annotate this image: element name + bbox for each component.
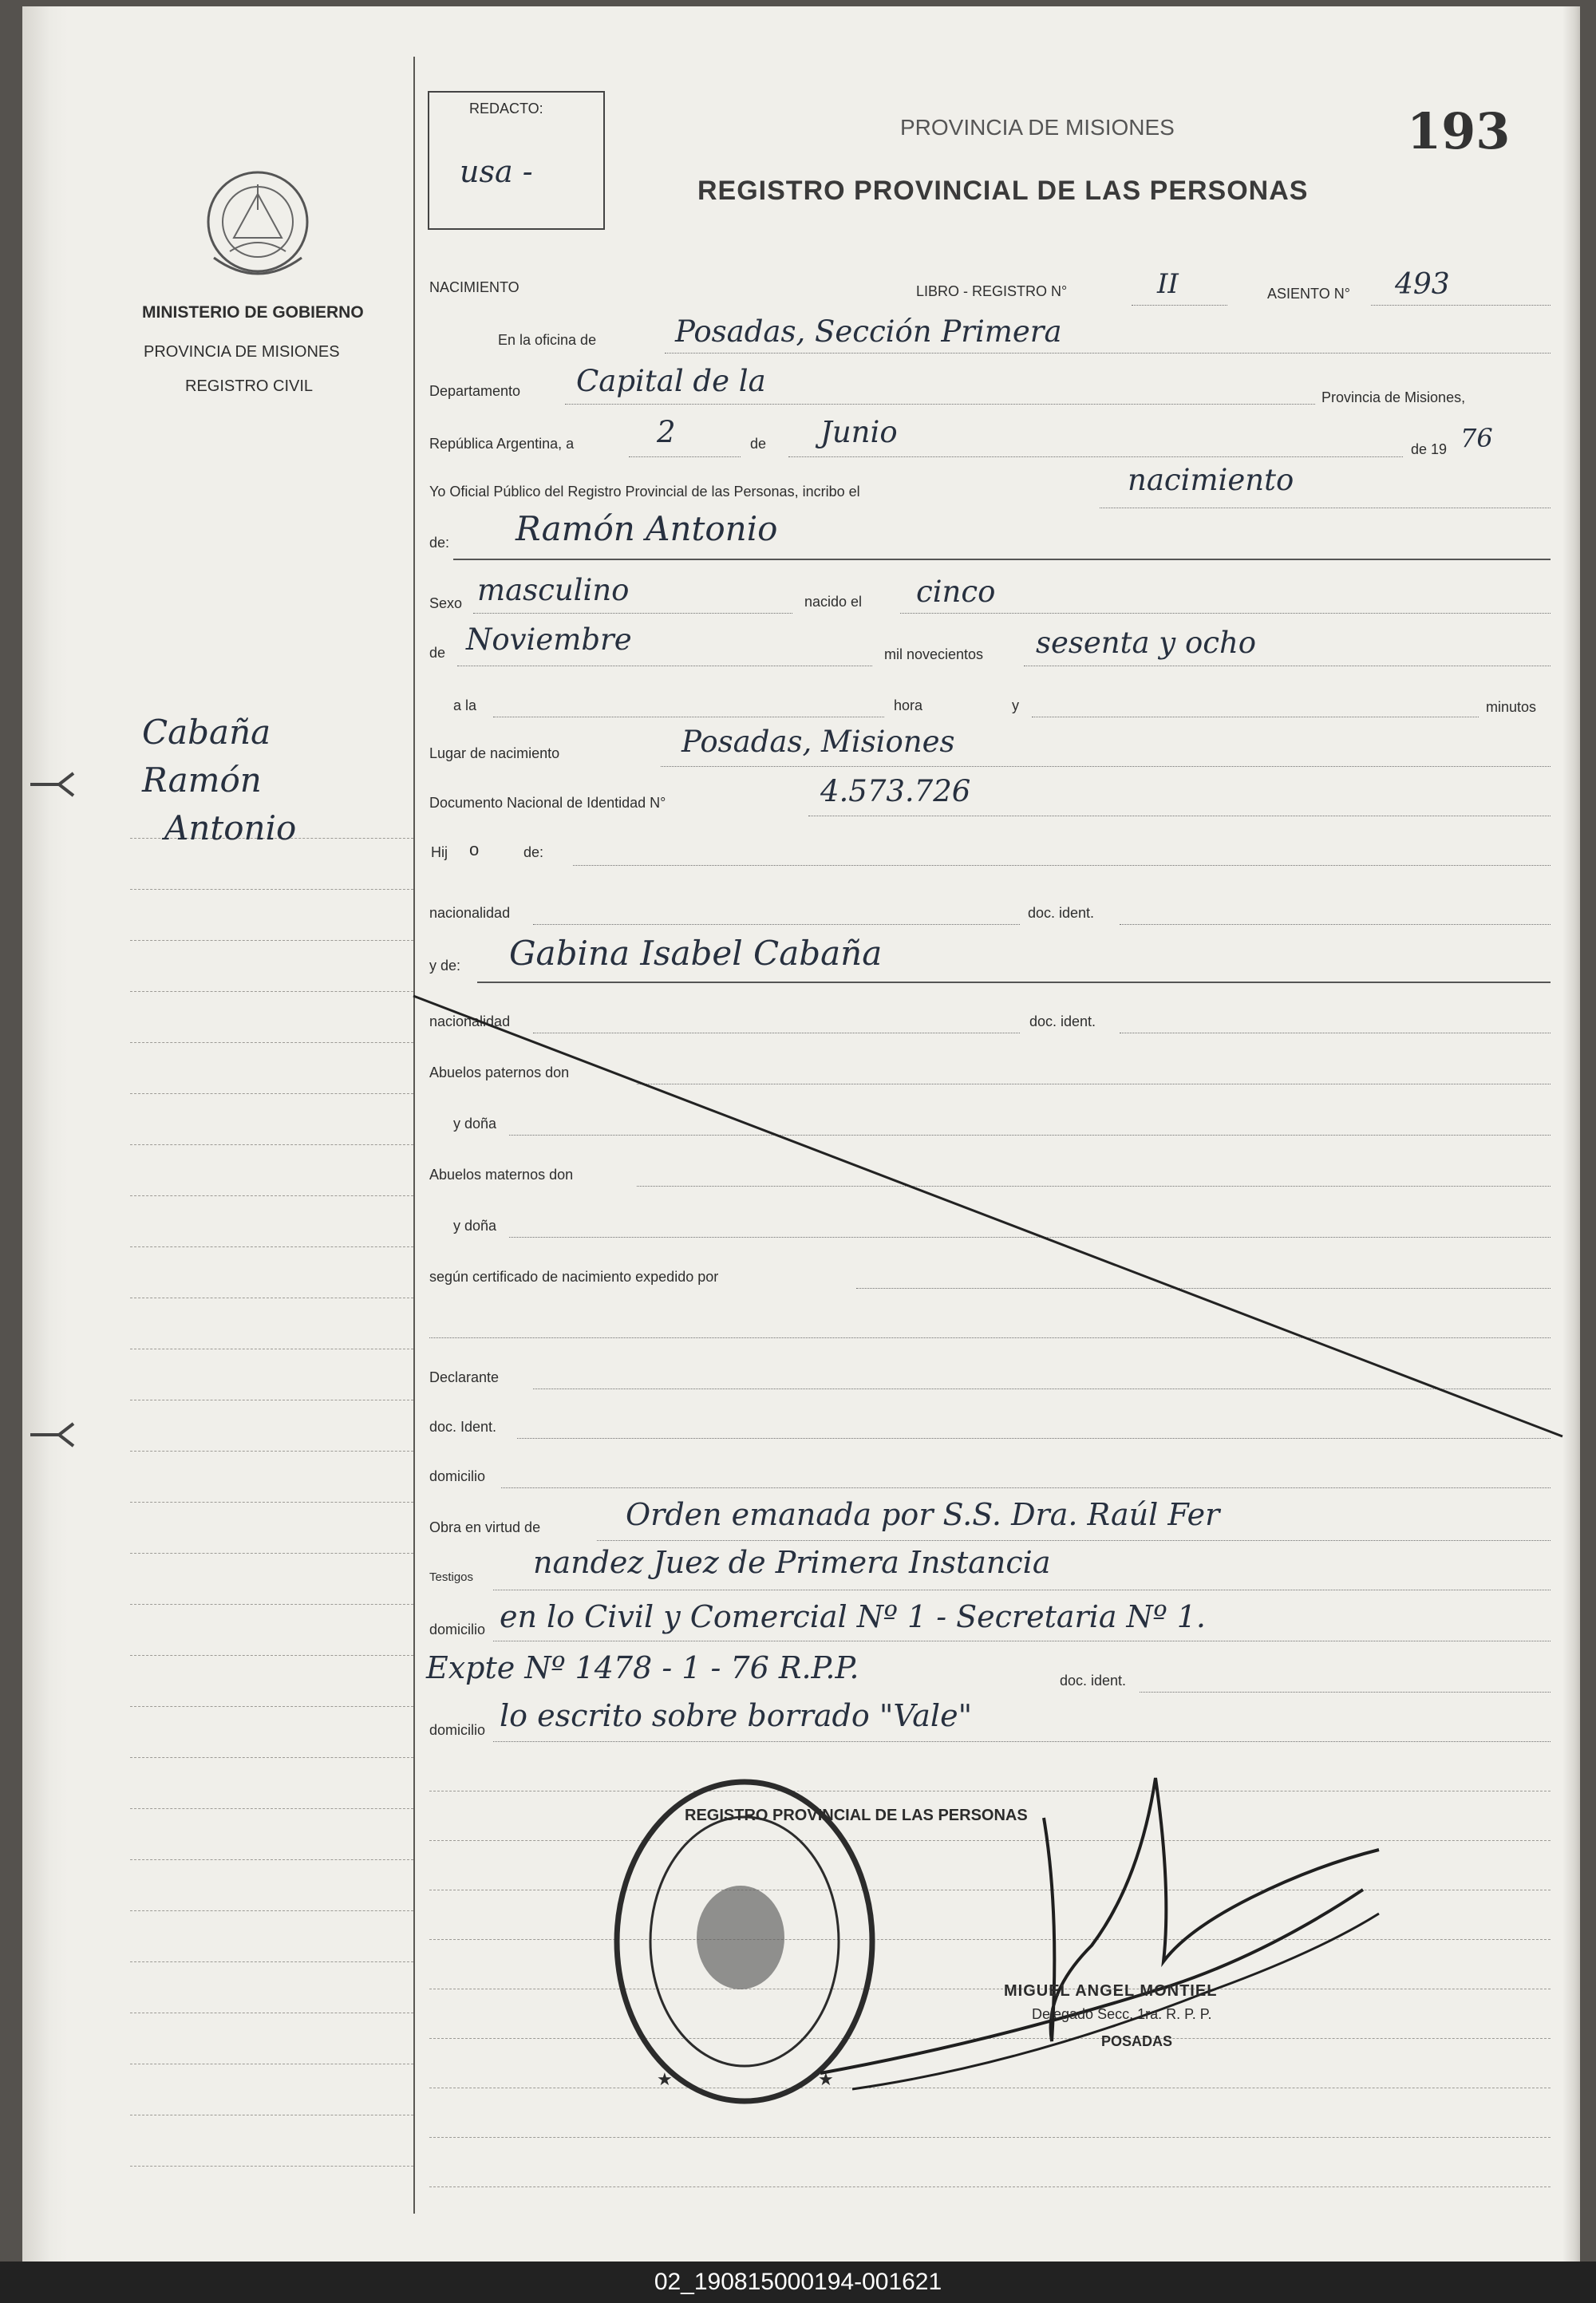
- margin-rule-line: [130, 1910, 413, 1911]
- oficina-line: [665, 353, 1551, 354]
- asiento-line: [1371, 305, 1551, 306]
- domicilio-label: domicilio: [429, 1468, 486, 1484]
- redacto-value: usa -: [460, 154, 533, 189]
- lugar-line: [661, 766, 1551, 767]
- dni-value: 4.573.726: [820, 774, 971, 808]
- doc-ident4-line: [1140, 1692, 1551, 1693]
- libro-line: [1132, 305, 1227, 306]
- mes-value: Junio: [820, 415, 898, 449]
- nacido-value: cinco: [916, 575, 996, 609]
- margin-rule-line: [130, 1553, 413, 1554]
- anio-nac-value: sesenta y ocho: [1036, 626, 1257, 660]
- body-rule-line: [429, 2186, 1551, 2187]
- expte-value: Expte Nº 1478 - 1 - 76 R.P.P.: [426, 1650, 859, 1685]
- y-dona2-label: y doña: [453, 1218, 497, 1234]
- hora-label: hora: [894, 697, 923, 713]
- domicilio2-label: domicilio: [429, 1622, 486, 1637]
- certificado-label: según certificado de nacimiento expedido por: [429, 1269, 719, 1285]
- obra-line: [597, 1540, 1551, 1541]
- libro-value: II: [1157, 268, 1179, 300]
- margin-rule-line: [130, 1042, 413, 1043]
- lugar-value: Posadas, Misiones: [681, 725, 955, 759]
- dia-value: 2: [657, 415, 676, 449]
- madre-value: Gabina Isabel Cabaña: [509, 934, 883, 973]
- margin-rule-line: [130, 940, 413, 941]
- dni-label: Documento Nacional de Identidad N°: [429, 795, 666, 811]
- margin-rule-line: [130, 1757, 413, 1758]
- de-nombre-label: de:: [429, 535, 450, 551]
- obra-value: Orden emanada por S.S. Dra. Raúl Fer: [626, 1497, 1220, 1532]
- departamento-value: Capital de la: [576, 364, 766, 398]
- domicilio3-line: [493, 1741, 1551, 1742]
- doc-ident2-label: doc. ident.: [1029, 1013, 1096, 1029]
- nacido-label: nacido el: [804, 594, 863, 610]
- domicilio3-value: lo escrito sobre borrado "Vale": [500, 1698, 973, 1733]
- departamento-label: Departamento: [429, 383, 521, 399]
- svg-text:★: ★: [657, 2069, 673, 2089]
- republica-label: República Argentina, a: [429, 436, 575, 452]
- binding-staple-icon: [27, 768, 78, 800]
- margin-rule-line: [130, 1655, 413, 1656]
- province-label: PROVINCIA DE MISIONES: [144, 343, 340, 361]
- body-rule-line: [429, 2137, 1551, 2138]
- svg-text:★: ★: [818, 2069, 834, 2089]
- asiento-label: ASIENTO N°: [1267, 286, 1350, 302]
- margin-note-name2: Antonio: [164, 808, 297, 847]
- margin-rule-line: [130, 991, 413, 992]
- y-de-label: y de:: [429, 958, 461, 974]
- a-la-label: a la: [453, 697, 477, 713]
- binding-spine: [22, 6, 69, 2262]
- page-title: REGISTRO PROVINCIAL DE LAS PERSONAS: [697, 176, 1309, 206]
- margin-rule-line: [130, 1859, 413, 1860]
- doc-ident-line: [1120, 924, 1551, 925]
- act-type: NACIMIENTO: [429, 279, 519, 295]
- page-number: 193: [1407, 102, 1511, 160]
- testigos-label: Testigos: [429, 1570, 474, 1584]
- minutos-label: minutos: [1486, 699, 1537, 715]
- sexo-line: [473, 613, 792, 614]
- seal-text: REGISTRO PROVINCIAL DE LAS PERSONAS: [685, 1807, 1028, 1824]
- oficina-value: Posadas, Sección Primera: [675, 314, 1062, 349]
- signer-role: Delegado Secc. 1ra. R. P. P.: [1032, 2006, 1212, 2022]
- mes-line: [788, 456, 1403, 457]
- anio-value: 76: [1460, 423, 1493, 453]
- dia-line: [629, 456, 741, 457]
- margin-rule-line: [130, 1604, 413, 1605]
- cancellation-line: [413, 996, 1562, 1443]
- de-mes-label: de: [429, 645, 446, 661]
- binding-staple-icon: [27, 1419, 78, 1451]
- inscribe-value: nacimiento: [1128, 463, 1294, 497]
- hijo-label: Hij: [431, 844, 448, 860]
- sexo-label: Sexo: [429, 595, 463, 611]
- declarante-label: Declarante: [429, 1369, 500, 1385]
- margin-rule-line: [130, 1706, 413, 1707]
- margin-rule-line: [130, 2166, 413, 2167]
- nacionalidad-label: nacionalidad: [429, 905, 511, 921]
- abuelos-paternos-label: Abuelos paternos don: [429, 1065, 570, 1080]
- nombre-value: Ramón Antonio: [516, 509, 778, 548]
- provincia-suffix: Provincia de Misiones,: [1321, 389, 1466, 405]
- coat-of-arms-icon: [198, 162, 318, 290]
- hijo-suffix: o: [469, 839, 480, 859]
- mil-label: mil novecientos: [884, 646, 984, 662]
- oficina-label: En la oficina de: [498, 332, 597, 348]
- doc-ident3-label: doc. Ident.: [429, 1419, 497, 1435]
- nacionalidad-line: [533, 924, 1020, 925]
- anio-label: de 19: [1411, 441, 1448, 457]
- signature-scrawl: [757, 1754, 1475, 2113]
- signer-name: MIGUEL ANGEL MONTIEL: [1004, 1982, 1218, 2000]
- sexo-value: masculino: [477, 573, 630, 607]
- margin-rule-line: [130, 1195, 413, 1196]
- margin-rule-line: [130, 1144, 413, 1145]
- padre-line: [573, 865, 1551, 866]
- libro-label: LIBRO - REGISTRO N°: [916, 283, 1068, 299]
- asiento-value: 493: [1395, 268, 1450, 301]
- file-id-caption: 02_190815000194-001621: [0, 2262, 1596, 2303]
- nacionalidad2-label: nacionalidad: [429, 1013, 511, 1029]
- header-province: PROVINCIA DE MISIONES: [900, 115, 1175, 140]
- obra-label: Obra en virtud de: [429, 1519, 541, 1535]
- abuelos-maternos-label: Abuelos maternos don: [429, 1167, 574, 1183]
- margin-note-name: Ramón: [142, 760, 262, 800]
- domicilio2-value: en lo Civil y Comercial Nº 1 - Secretaria Nº 1.: [500, 1599, 1207, 1634]
- ministry-label: MINISTERIO DE GOBIERNO: [142, 303, 364, 322]
- margin-rule-line: [130, 1093, 413, 1094]
- testigos-value: nandez Juez de Primera Instancia: [533, 1545, 1051, 1580]
- doc-ident4-label: doc. ident.: [1060, 1673, 1127, 1689]
- lugar-label: Lugar de nacimiento: [429, 745, 560, 761]
- domicilio3-label: domicilio: [429, 1722, 486, 1738]
- redacto-label: REDACTO:: [469, 101, 543, 117]
- oficial-text: Yo Oficial Público del Registro Provincial de las Personas, incribo el: [429, 484, 860, 500]
- document-page: [22, 6, 1580, 2262]
- margin-rule-line: [130, 889, 413, 890]
- de-label: de: [750, 436, 767, 452]
- margin-rule-line: [130, 1808, 413, 1809]
- doc-ident-label: doc. ident.: [1028, 905, 1095, 921]
- margin-rule-line: [130, 1451, 413, 1452]
- nombre-line: [453, 559, 1551, 560]
- y-label: y: [1012, 697, 1019, 713]
- margin-rule-line: [130, 1502, 413, 1503]
- domicilio-line: [501, 1487, 1551, 1488]
- margin-rule-line: [130, 1246, 413, 1247]
- nacido-line: [900, 613, 1551, 614]
- y-dona-label: y doña: [453, 1116, 497, 1132]
- departamento-line: [565, 404, 1315, 405]
- hijo-de-label: de:: [523, 844, 544, 860]
- signer-city: POSADAS: [1101, 2033, 1173, 2049]
- madre-line: [477, 982, 1551, 983]
- margin-rule-line: [130, 1961, 413, 1962]
- page-edge: [1562, 6, 1580, 2262]
- registry-label: REGISTRO CIVIL: [185, 377, 314, 395]
- mes-nac-value: Noviembre: [466, 622, 632, 657]
- margin-note-surname: Cabaña: [142, 713, 271, 752]
